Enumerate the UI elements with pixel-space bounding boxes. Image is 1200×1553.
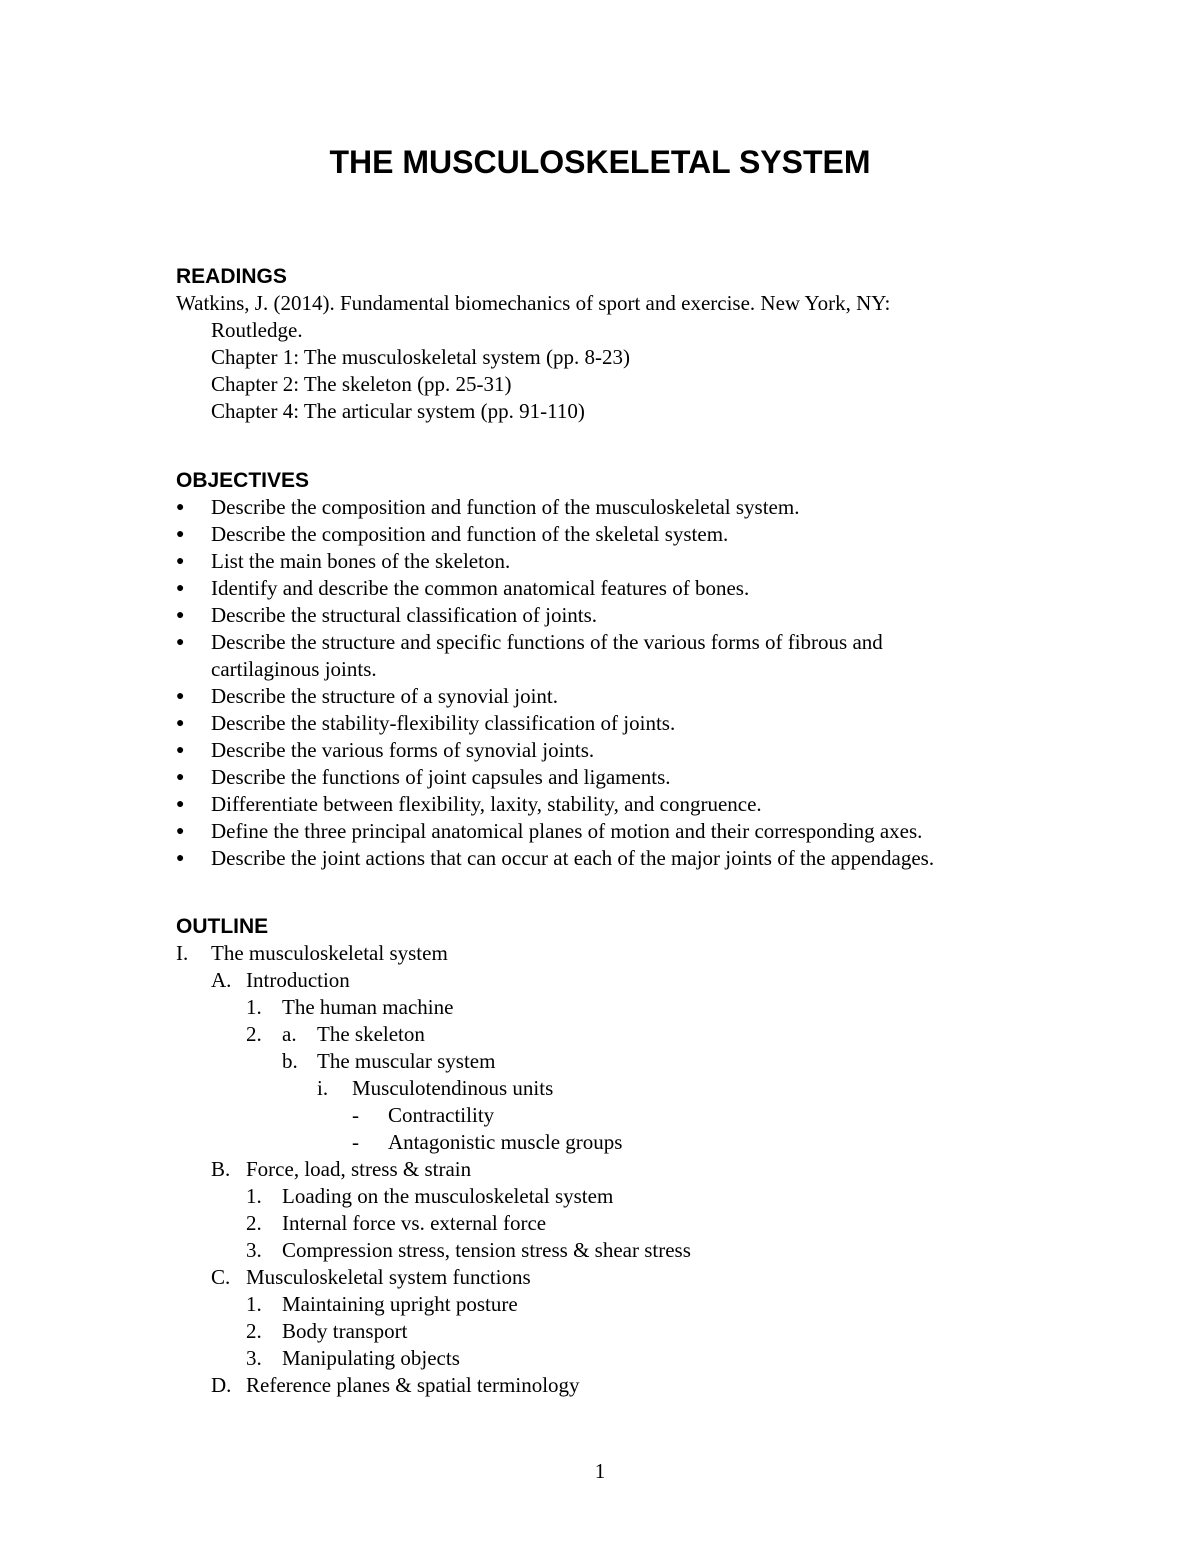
outline-marker: 1. <box>246 1184 262 1208</box>
objective-item: Describe the composition and function of the skeletal system. <box>211 522 729 546</box>
outline-item: Antagonistic muscle groups <box>388 1130 623 1154</box>
outline-item: The skeleton <box>317 1022 425 1046</box>
bullet-icon: ● <box>176 554 185 569</box>
outline-marker: b. <box>282 1049 298 1073</box>
bullet-icon: ● <box>176 689 185 704</box>
outline-item: Musculotendinous units <box>352 1076 554 1100</box>
reading-chapter-4: Chapter 4: The articular system (pp. 91-110) <box>211 399 585 423</box>
objective-item: Describe the structural classification of joints. <box>211 603 598 627</box>
objective-item: Describe the joint actions that can occur at each of the major joints of the appendages. <box>211 846 935 870</box>
bullet-icon: ● <box>176 743 185 758</box>
outline-marker: 2. <box>246 1211 262 1235</box>
outline-marker: C. <box>211 1265 231 1289</box>
outline-item: Introduction <box>246 968 350 992</box>
outline-item: Contractility <box>388 1103 495 1127</box>
outline-item: Loading on the musculoskeletal system <box>282 1184 614 1208</box>
outline-marker: 3. <box>246 1238 262 1262</box>
outline-heading: OUTLINE <box>176 915 269 938</box>
outline-item: Manipulating objects <box>282 1346 460 1370</box>
outline-item: The musculoskeletal system <box>211 941 448 965</box>
objective-item-cont: cartilaginous joints. <box>211 657 377 681</box>
outline-marker: I. <box>176 941 189 965</box>
outline-item: Maintaining upright posture <box>282 1292 518 1316</box>
outline-marker: 2. <box>246 1319 262 1343</box>
bullet-icon: ● <box>176 581 185 596</box>
objective-item: List the main bones of the skeleton. <box>211 549 511 573</box>
bullet-icon: ● <box>176 500 185 515</box>
reading-chapter-1: Chapter 1: The musculoskeletal system (pp. 8-23) <box>211 345 630 369</box>
objective-item: Describe the structure of a synovial joint. <box>211 684 558 708</box>
objectives-heading: OBJECTIVES <box>176 469 310 492</box>
outline-marker: - <box>352 1103 359 1127</box>
outline-marker: D. <box>211 1373 232 1397</box>
page-title: THE MUSCULOSKELETAL SYSTEM <box>329 144 871 180</box>
objective-item: Describe the stability-flexibility classification of joints. <box>211 711 676 735</box>
outline-item: Body transport <box>282 1319 408 1343</box>
outline-marker: 1. <box>246 995 262 1019</box>
bullet-icon: ● <box>176 527 185 542</box>
page-number: 1 <box>594 1459 606 1483</box>
objective-item: Describe the structure and specific functions of the various forms of fibrous and <box>211 630 883 654</box>
outline-item: Compression stress, tension stress & shear stress <box>282 1238 691 1262</box>
outline-item: Internal force vs. external force <box>282 1211 547 1235</box>
outline-item: The human machine <box>282 995 454 1019</box>
bullet-icon: ● <box>176 716 185 731</box>
outline-marker: 3. <box>246 1346 262 1370</box>
outline-item: The muscular system <box>317 1049 496 1073</box>
readings-citation: Watkins, J. (2014). Fundamental biomechanics of sport and exercise. New York, NY: <box>176 291 891 315</box>
outline-marker: - <box>352 1130 359 1154</box>
readings-heading: READINGS <box>176 265 287 288</box>
outline-marker: B. <box>211 1157 231 1181</box>
bullet-icon: ● <box>176 608 185 623</box>
objective-item: Describe the composition and function of the musculoskeletal system. <box>211 495 800 519</box>
objective-item: Differentiate between flexibility, laxity, stability, and congruence. <box>211 792 762 816</box>
outline-item: Force, load, stress & strain <box>246 1157 472 1181</box>
reading-chapter-2: Chapter 2: The skeleton (pp. 25-31) <box>211 372 512 396</box>
bullet-icon: ● <box>176 797 185 812</box>
bullet-icon: ● <box>176 635 185 650</box>
outline-item: Musculoskeletal system functions <box>246 1265 531 1289</box>
outline-marker: 2. <box>246 1022 262 1046</box>
outline-marker: A. <box>211 968 232 992</box>
bullet-icon: ● <box>176 824 185 839</box>
objective-item: Define the three principal anatomical planes of motion and their corresponding axes. <box>211 819 923 843</box>
outline-item: Reference planes & spatial terminology <box>246 1373 580 1397</box>
objective-item: Describe the functions of joint capsules and ligaments. <box>211 765 671 789</box>
bullet-icon: ● <box>176 851 185 866</box>
objective-item: Describe the various forms of synovial joints. <box>211 738 595 762</box>
outline-marker: 1. <box>246 1292 262 1316</box>
outline-marker: a. <box>282 1022 297 1046</box>
outline-marker: i. <box>317 1076 329 1100</box>
objective-item: Identify and describe the common anatomical features of bones. <box>211 576 750 600</box>
readings-citation-cont: Routledge. <box>211 318 303 342</box>
bullet-icon: ● <box>176 770 185 785</box>
